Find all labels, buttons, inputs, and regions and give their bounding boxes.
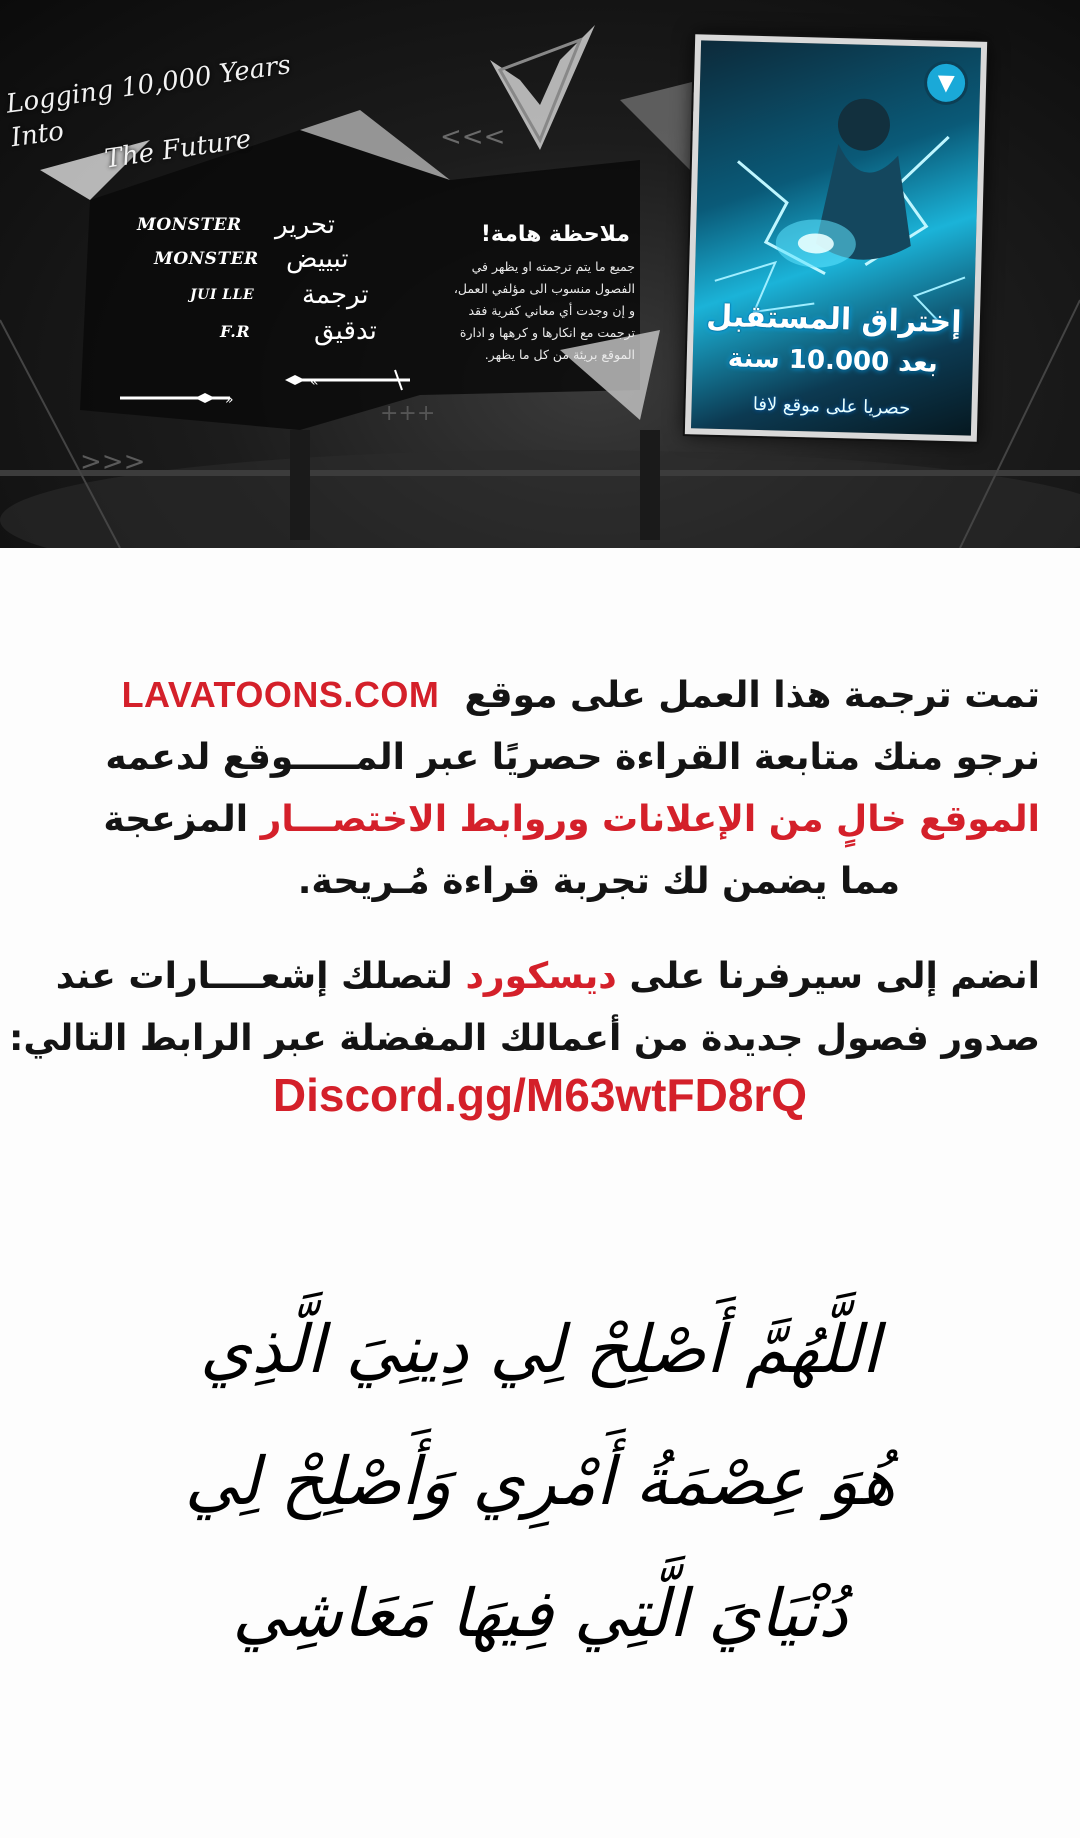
- cover-exclusive-label: حصريا على موقع لافا: [752, 393, 911, 420]
- discord-word: ديسكورد: [465, 956, 617, 997]
- prayer-line-3: دُنْيَايَ الَّتِي فِيهَا مَعَاشِي: [232, 1575, 848, 1652]
- svg-text:»: »: [225, 392, 234, 408]
- svg-text:«: «: [310, 374, 319, 390]
- notice-line-2: نرجو منك متابعة القراءة حصريًا عبر المـــــوقع لدعمه: [105, 737, 1040, 778]
- credit-name: F.R: [220, 321, 251, 341]
- cover-title: إختراق المستقبل: [705, 298, 962, 341]
- important-note-title: ملاحظة هامة!: [480, 222, 630, 247]
- translation-notice: [40, 664, 1040, 913]
- discord-line-1-b-text: لتصلك إشعــــارات: [128, 956, 453, 997]
- discord-line-1-c: عند: [55, 956, 116, 997]
- credit-row-editor: [137, 210, 335, 240]
- series-cover-art: [685, 34, 987, 442]
- discord-notice: [8, 946, 1040, 1070]
- credit-role: تبييض: [286, 244, 349, 274]
- credit-row-translator: [190, 280, 369, 310]
- discord-line-1: [40, 946, 1040, 1008]
- discord-line-2: صدور فصول جديدة من أعمالك المفضلة عبر الرابط التالي:: [8, 1018, 1040, 1059]
- site-link[interactable]: LAVATOONS.COM: [121, 674, 440, 715]
- discord-line-1-a: انضم إلى سيرفرنا على: [629, 956, 1040, 997]
- prayer-line-1: اللَّهُمَّ أَصْلِحْ لِي دِينِيَ الَّذِي: [200, 1311, 880, 1388]
- svg-text:>>>: >>>: [80, 447, 146, 477]
- credit-name: JUI LLE: [190, 287, 255, 303]
- svg-text:+++: +++: [380, 401, 436, 426]
- discord-invite-link[interactable]: Discord.gg/M63wtFD8rQ: [272, 1069, 808, 1121]
- notice-line-3-highlight: الموقع خالٍ من الإعلانات وروابط الاختصـــار: [260, 799, 1040, 840]
- credit-role: تحرير: [275, 210, 335, 240]
- prayer-line-2: هُوَ عِصْمَةُ أَمْرِي وَأَصْلِحْ لِي: [184, 1443, 896, 1520]
- credit-name: MONSTER: [137, 215, 242, 235]
- credit-role: ترجمة: [302, 280, 369, 310]
- important-note-body: [405, 256, 635, 366]
- credit-role: تدقيق: [314, 316, 377, 346]
- credit-name: MONSTER: [154, 249, 259, 269]
- notice-line-4: مما يضمن لك تجربة قراءة مُـريحة.: [297, 861, 900, 902]
- note-line: ترجمت مع انكارها و كرهها و ادارة: [459, 325, 635, 340]
- prayer-text: [40, 1290, 1040, 1674]
- credit-row-cleaner: [154, 244, 349, 274]
- cover-subtitle: بعد 10.000 سنة: [727, 343, 939, 379]
- lava-logo-icon: ▼: [924, 60, 969, 105]
- note-line: الموقع بريئة من كل ما يظهر.: [484, 347, 635, 362]
- note-line: الفصول منسوب الى مؤلفي العمل،: [453, 281, 635, 296]
- notice-line-1-text: تمت ترجمة هذا العمل على موقع: [464, 675, 1040, 716]
- note-line: و إن وجدت أي معاني كفرية فقد: [468, 303, 635, 318]
- note-line: جميع ما يتم ترجمته او يظهر في: [471, 259, 635, 274]
- notice-line-3-tail: المزعجة: [103, 799, 249, 840]
- credits-banner: [0, 0, 1080, 548]
- credit-row-proofreader: [220, 316, 377, 346]
- discord-line-1-b: [128, 956, 452, 997]
- notice-line-1: [40, 664, 1040, 727]
- series-title-line-1: Logging 10,000 Years Into: [4, 50, 293, 154]
- svg-text:<<<: <<<: [440, 122, 506, 152]
- notice-line-3: [40, 789, 1040, 851]
- series-title-line-2: The Future: [102, 124, 254, 175]
